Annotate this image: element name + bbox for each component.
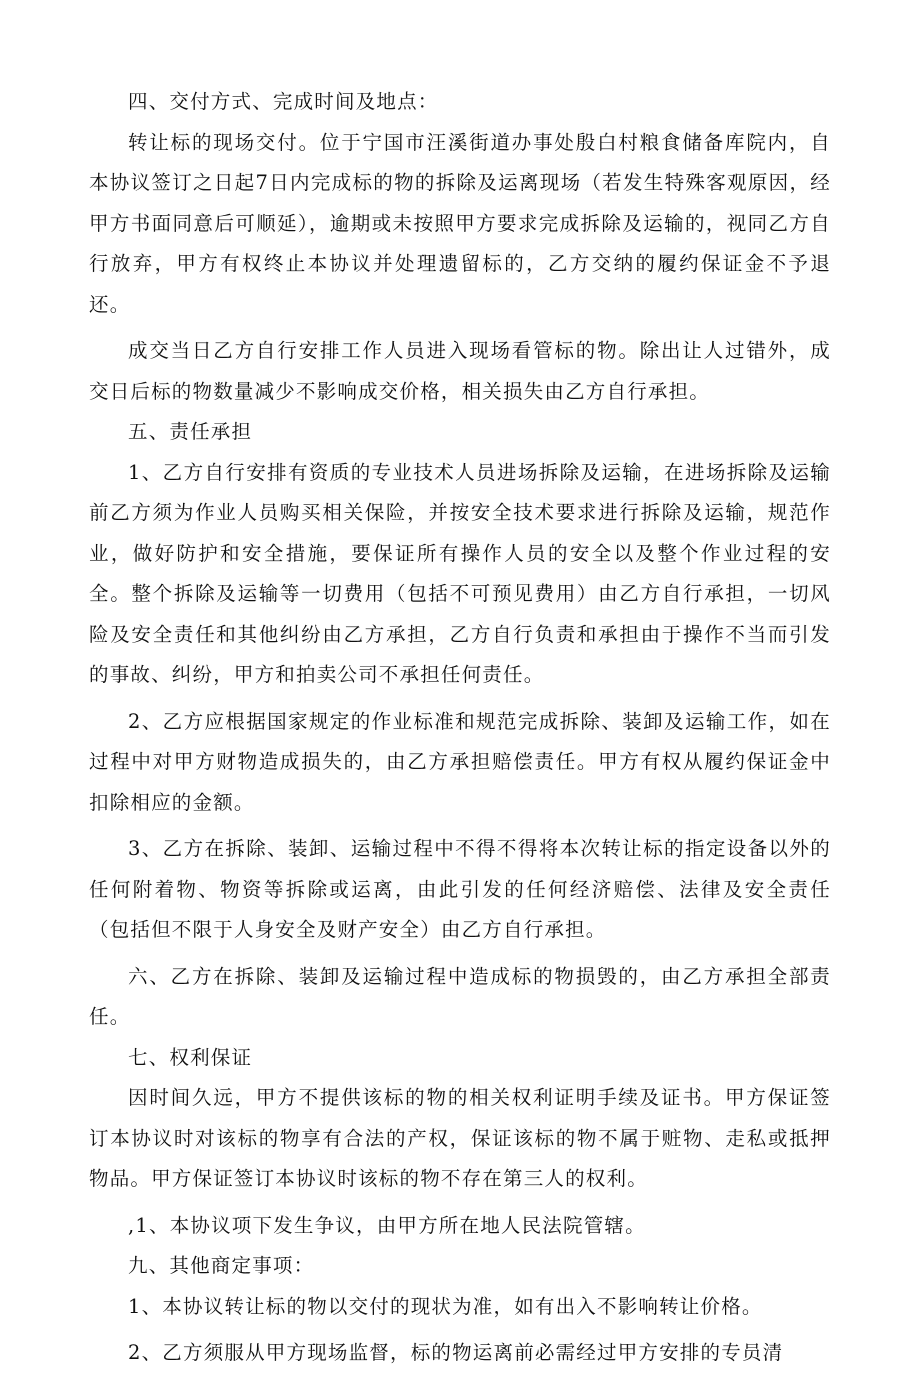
section-heading: 四、交付方式、完成时间及地点： [128,90,439,113]
list-item: 3、乙方在拆除、装卸、运输过程中不得不得将本次转让标的指定设备以外的任何附着物、物资等拆除或运离，由此引发的任何经济赔偿、法律及安全责任（包括但不限于人身安全及财产安全）由乙方自行承担。 [89,837,831,941]
list-item: 1、乙方自行安排有资质的专业技术人员进场拆除及运输，在进场拆除及运输前乙方须为作业人员购买相关保险，并按安全技术要求进行拆除及运输，规范作业，做好防护和安全措施，要保证所有操作人员的安全以及整个作业过程的安全。整个拆除及运输等一切费用（包括不可预见费用）由乙方自行承担，一切风险及安全责任和其他纠纷由乙方承担，乙方自行负责和承担由于操作不当而引发的事故、纠纷，甲方和拍卖公司不承担任何责任。 [89,460,831,686]
paragraph: 转让标的现场交付。位于宁国市汪溪街道办事处殷白村粮食储备库院内，自本协议签订之日起7日内完成标的物的拆除及运离现场（若发生特殊客观原因，经甲方书面同意后可顺延），逾期或未按照甲方要求完成拆除及运输的，视同乙方自行放弃，甲方有权终止本协议并处理遗留标的，乙方交纳的履约保证金不予退还。 [89,130,831,316]
section-heading: 五、责任承担 [128,420,253,443]
paragraph: 因时间久远，甲方不提供该标的物的相关权利证明手续及证书。甲方保证签订本协议时对该标的物享有合法的产权，保证该标的物不属于赃物、走私或抵押物品。甲方保证签订本协议时该标的物不存在第三人的权利。 [89,1086,831,1190]
section-heading: 九、其他商定事项： [128,1254,315,1277]
section-heading: 六、乙方在拆除、装卸及运输过程中造成标的物损毁的，由乙方承担全部责任。 [89,964,831,1028]
document-body [89,82,831,1374]
list-item: ,1、本协议项下发生争议，由甲方所在地人民法院管辖。 [128,1213,646,1237]
section-heading: 七、权利保证 [128,1045,253,1069]
list-item: 2、乙方应根据国家规定的作业标准和规范完成拆除、装卸及运输工作，如在过程中对甲方财物造成损失的，由乙方承担赔偿责任。甲方有权从履约保证金中扣除相应的金额。 [89,709,831,814]
list-item: 2、乙方须服从甲方现场监督，标的物运离前必需经过甲方安排的专员清 [128,1341,784,1364]
paragraph: 成交当日乙方自行安排工作人员进入现场看管标的物。除出让人过错外，成交日后标的物数量减少不影响成交价格，相关损失由乙方自行承担。 [89,339,831,403]
list-item: 1、本协议转让标的物以交付的现状为准，如有出入不影响转让价格。 [128,1294,763,1318]
